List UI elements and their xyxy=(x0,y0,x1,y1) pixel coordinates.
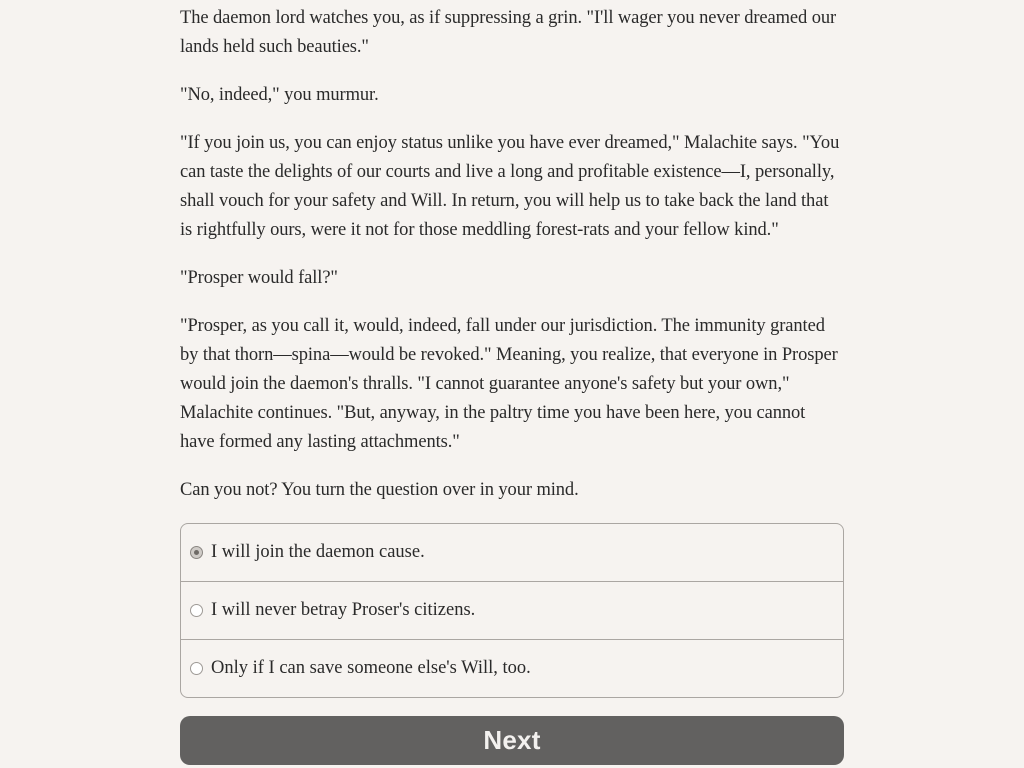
choice-option-never-betray[interactable] xyxy=(181,581,843,639)
choice-option-join-daemon[interactable] xyxy=(181,524,843,581)
radio-button[interactable] xyxy=(190,604,203,617)
choice-label: I will join the daemon cause. xyxy=(211,542,425,562)
next-button[interactable]: Next xyxy=(180,716,844,765)
story-paragraph: "No, indeed," you murmur. xyxy=(180,85,379,105)
story-paragraph: "Prosper would fall?" xyxy=(180,268,338,288)
radio-button-selected[interactable] xyxy=(190,546,203,559)
story-paragraph: "If you join us, you can enjoy status unlike you have ever dreamed," Malachite says. "You can taste the delights of our courts and live a long and profitable existence—I, personally, shall vouch for your safety and Will. In return, you will help us to take back the land that is rightfully ours, were it not for those meddling forest-rats and your fellow kind." xyxy=(180,133,840,240)
choice-label: I will never betray Proser's citizens. xyxy=(211,600,476,620)
radio-button[interactable] xyxy=(190,662,203,675)
choice-option-save-will[interactable] xyxy=(181,639,843,697)
choice-list xyxy=(180,523,844,698)
story-paragraph: "Prosper, as you call it, would, indeed, fall under our jurisdiction. The immunity granted by that thorn—spina—would be revoked." Meaning, you realize, that everyone in Prosper would join the daemon's thralls. "I cannot guarantee anyone's safety but your own," Malachite continues. "But, anyway, in the paltry time you have been here, you cannot have formed any lasting attachments." xyxy=(180,316,838,452)
story-paragraph: The daemon lord watches you, as if suppressing a grin. "I'll wager you never dreamed our lands held such beauties." xyxy=(180,8,837,57)
choice-label: Only if I can save someone else's Will, too. xyxy=(211,658,531,678)
story-text xyxy=(180,4,844,524)
story-paragraph: Can you not? You turn the question over in your mind. xyxy=(180,480,579,500)
